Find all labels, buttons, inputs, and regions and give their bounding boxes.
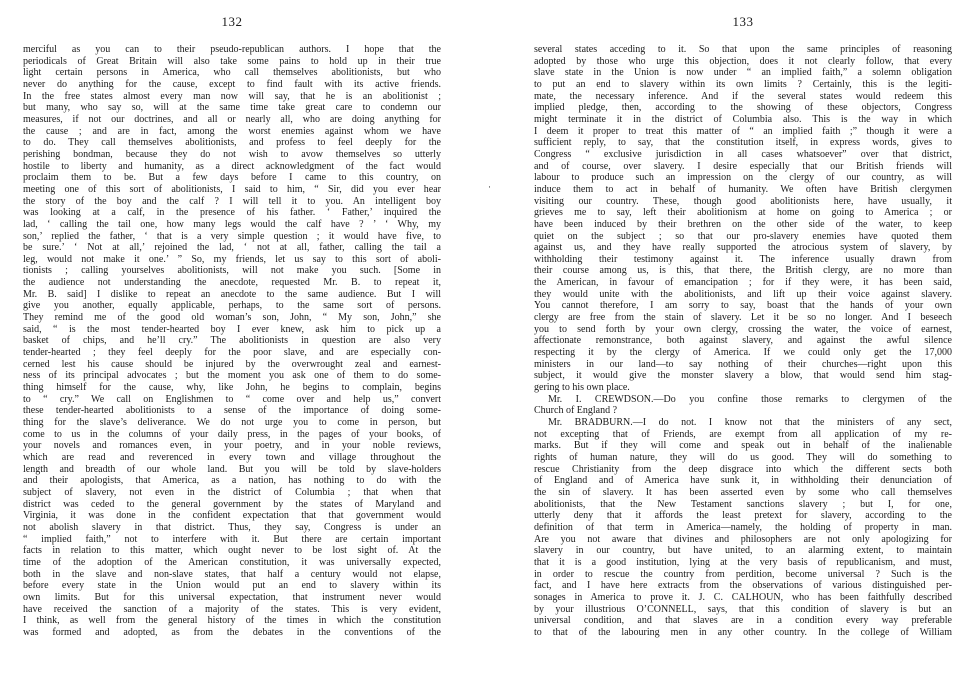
text-line: and their apologists, that America, as a nation, has nothing to do with the	[23, 475, 441, 487]
text-line: tender-hearted ; they feel deeply for the poor slave, and are especially con-	[23, 347, 441, 359]
text-line: was looking at a calf, in the presence of his father. ‘ Father,’ inquired the	[23, 207, 441, 219]
text-line: the audience not understanding the anecdote, requested Mr. B. to repeat it,	[23, 277, 441, 289]
text-line: perishing bondman, because they do not wish to avow themselves so utterly	[23, 148, 441, 160]
text-line: give you another, equally applicable, perhaps, to the same sort of persons.	[23, 300, 441, 312]
gutter-mark: ·	[488, 182, 491, 192]
text-line: to “ cry.” We call on Englishmen to “ come over and help us,” convert	[23, 393, 441, 405]
text-line: the sin of slavery. It has been asserted even by some who call themselves	[534, 486, 952, 498]
text-line: abolitionists, that the New Testament sanctions slavery ; but I, for one,	[534, 498, 952, 510]
text-line: not excepting that of Friends, are exempt from all application of my re-	[534, 428, 952, 440]
text-line: never do anything for the cause, except to find fault with its active friends.	[23, 78, 441, 90]
text-line: rescue Christianity from the deep disgrace into which the different sects both	[534, 463, 952, 475]
text-line: meeting one of this sort of abolitionists, I said to him, “ Sir, did you ever hear	[23, 183, 441, 195]
text-line: to put an end to slavery within its own limits ? Certainly, this is the legiti-	[534, 78, 952, 90]
text-line: they would unite with the abolitionists, and lift up their voice against slavery.	[534, 288, 952, 300]
text-line: come to us in the columns of your daily press, in the pages of your books, of	[23, 428, 441, 440]
text-line: length and breadth of our whole land. But you will be told by slave-holders	[23, 463, 441, 475]
text-line: quiet on the subject ; so that our pro-slavery enemies have quoted them	[534, 230, 952, 242]
text-line: cerned lest his cause should be injured by the overwrought zeal and earnest-	[23, 358, 441, 370]
text-line: measures, if not our doctrines, and all or nearly all, who are doing anything for	[23, 113, 441, 125]
text-line: clergy are free from the stain of slavery. Let it be so no longer. And I beseech	[534, 312, 952, 324]
text-line: They remind me of the good old woman’s son, John, “ My son, John,” she	[23, 312, 441, 324]
text-line: implied pledge, then, according to the showing of these objectors, Congress	[534, 102, 952, 114]
text-line: rights of human nature, they will do us good. They will do something to	[534, 451, 952, 463]
text-line: adopted by those who urge this objection, does it not clearly follow, that every	[534, 55, 952, 67]
text-line: own limits. But for this universal expectation, that instrument never would	[23, 591, 441, 603]
text-line: Church of England ?	[534, 405, 618, 417]
text-line: the cause ; and are in fact, among the worst enemies against whom we have	[23, 125, 441, 137]
text-line: definition of that term in America—namely, the holding of property in man.	[534, 521, 952, 533]
text-line: I deem it proper to treat this matter of “ an implied faith ;” though it were a	[534, 125, 952, 137]
text-line: Congress “ exclusive jurisdiction in all cases whatsoever” over that district,	[534, 148, 952, 160]
text-line: affectionate remonstrance, both against slavery, and against the awful silence	[534, 335, 952, 347]
text-line: leg, would not make it one.’ ” So, my friends, let us say to this sort of aboli-	[23, 253, 441, 265]
left-page	[23, 14, 441, 638]
text-line: not abolish slavery in that district. Thus, they say, Congress is under an	[23, 521, 441, 533]
text-line: Are you not aware that divines and philosophers are not only apologizing for	[534, 533, 952, 545]
text-line: universal condition, and that slaves are in a condition every way preferable	[534, 615, 952, 627]
text-line: might terminate it in the district of Columbia also. This is the way in which	[534, 113, 952, 125]
text-line: by your illustrious O’CONNELL, says, that this condition of slavery is but an	[534, 603, 952, 615]
text-line: merciful as you can to their pseudo-republican authors. I hope that the	[23, 44, 441, 55]
text-line: before every state in the Union would put an end to slavery within its	[23, 580, 441, 592]
text-line: subject of slavery, not even in the district of Columbia ; that when that	[23, 486, 441, 498]
text-line: lad, ‘ calling the tail one, how many legs would the calf have ? ’ ‘ Why, my	[23, 218, 441, 230]
text-line: basket of chips, and he’ll cry.” The abolitionists in question are also very	[23, 335, 441, 347]
text-line: Mr. I. CREWDSON.—Do you confine those remarks to clergymen of the	[548, 393, 952, 405]
text-line: You cannot therefore, I am sorry to say, boast that the hands of your own	[534, 300, 952, 312]
text-line: fact, and I have here extracts from the observations of various distinguished per-	[534, 580, 952, 592]
text-line: their course among us, is this, that there, the British clergy, are no more than	[534, 265, 952, 277]
text-line: against us, and they have really supported the atrocious system of slavery, by	[534, 242, 952, 254]
text-line: marks. But if they will come and speak out in behalf of the inalienable	[534, 440, 952, 452]
text-line: respecting it by the clergy of America. If we could only get the 17,000	[534, 347, 952, 359]
text-line: sufficient reply, to say, that the constitution itself, in express words, gives to	[534, 137, 952, 149]
left-page-body	[23, 44, 441, 638]
text-line: but many, who say so, will at the same time take great care to condemn our	[23, 102, 441, 114]
text-line: proclaim them to be. But a few days before I came to this country, on	[23, 172, 441, 184]
text-line: thing for the slave’s deliverance. We do not urge you to come in person, but	[23, 417, 441, 428]
text-line: slavery in our country, but have united, to an alarming extent, to maintain	[534, 545, 952, 557]
page-number-right: 133	[732, 14, 754, 29]
text-line: the story of the boy and the calf ? I will tell it to you. An intelligent boy	[23, 195, 441, 207]
text-line: Virginia, it was done in the confident expectation that that government would	[23, 510, 441, 522]
text-line: both in the slave and non-slave states, that half a century would not elapse,	[23, 568, 441, 580]
text-line: subject, it would give the monster slavery a blow, that would send him stag-	[534, 370, 952, 382]
text-line: slave state in the Union is now under “ an implied faith,” a solemn obligation	[534, 67, 952, 79]
text-line: to do. They call themselves abolitionists, and profess to feel deeply for the	[23, 137, 441, 149]
text-line: that it is a good institution, lying at the very basis of republicanism, and must,	[534, 556, 952, 568]
text-line: said, “ is the most tender-hearted boy I ever knew, ask him to pick up a	[23, 323, 441, 335]
text-line: district was ceded to the general government by the states of Maryland and	[23, 498, 441, 510]
text-line: grieves me to say, left their abolitionism at home on going to America ; or	[534, 207, 952, 219]
text-line: induce them to act in behalf of humanity. We often have British clergymen	[534, 183, 952, 195]
text-line: the American, in favour of emancipation ; for if they were, it has been said,	[534, 277, 952, 289]
text-line: thing himself for the cause, why, like John, he begins to complain, begins	[23, 382, 441, 394]
text-line: to that of the labouring men in any other country. In the college of William	[534, 626, 952, 638]
text-line: which are read and reverenced in every town and village throughout the	[23, 451, 441, 463]
text-line: in order to rescue the country from perdition, become universal ? Such is the	[534, 568, 952, 580]
text-line: labour to produce such an impression on the clergy of our country, as will	[534, 172, 952, 184]
text-line: these tender-hearted abolitionists to a sense of the importance of doing some-	[23, 405, 441, 417]
text-line: I think, as well from the general history of the times in which the constitution	[23, 615, 441, 627]
text-line: of England and of America have sunk it, in withholding their denunciation of	[534, 475, 952, 487]
text-line: facts in relation to this matter, which ought never to be lost sight of. At the	[23, 545, 441, 557]
text-line: periodicals of Great Britain will also take some pains to hold up in their true	[23, 55, 441, 67]
text-line: you to send forth by your own clergy, crossing the water, the voice of earnest,	[534, 323, 952, 335]
text-line: hostile to liberty and humanity, as a direct acknowledgment of the fact would	[23, 160, 441, 172]
text-line: Mr. B. said] I dislike to repeat an anecdote to the same audience. But I will	[23, 288, 441, 300]
text-line: gering to his own place.	[534, 382, 630, 394]
text-line: withholding their testimony against it. The inference usually drawn from	[534, 253, 952, 265]
text-line: sonages in America to prove it. J. C. CALHOUN, who has been faithfully described	[534, 591, 952, 603]
text-line: tionists ; calling yourselves abolitionists, will not make you such. [Some in	[23, 265, 441, 277]
text-line: have received the sanction of a majority of the states. This is very evident,	[23, 603, 441, 615]
text-line: Mr. BRADBURN.—I do not. I know not that the ministers of any sect,	[548, 417, 952, 428]
text-line: son,’ replied the father, ‘ that is a very simple question ; it would have five, to	[23, 230, 441, 242]
text-line: In the free states almost every man now will say, that he is an abolitionist ;	[23, 90, 441, 102]
text-line: utterly deny that it affords the least pretext for slavery, according to the	[534, 510, 952, 522]
text-line: your novels and romances even, in your poetry, and in your noble reviews,	[23, 440, 441, 452]
text-line: mate, the necessary inference. And if the several states would redeem this	[534, 90, 952, 102]
text-line: time of the adoption of the American constitution, it was universally expected,	[23, 556, 441, 568]
text-line: light certain persons in America, who call themselves abolitionists, but who	[23, 67, 441, 79]
text-line: several states acceding to it. So that upon the same principles of reasoning	[534, 44, 952, 55]
text-line: visiting our country. These, though good abolitionists here, have usually, it	[534, 195, 952, 207]
text-line: be sure.’ ‘ Not at all,’ rejoined the lad, ‘ not at all, father, calling the tail a	[23, 242, 441, 254]
right-page	[534, 14, 952, 638]
text-line: ness of its principal advocates ; but the moment you ask one of them to do some-	[23, 370, 441, 382]
text-line: “ implied faith,” not to interfere with it. But there are certain important	[23, 533, 441, 545]
page-number-left: 132	[221, 14, 243, 29]
text-line: ministers in our land—to say nothing of their churches—right upon this	[534, 358, 952, 370]
text-line: have been induced by their brethren on the other side of the water, to keep	[534, 218, 952, 230]
text-line: and of course, over slavery. I desire especially that our British friends will	[534, 160, 952, 172]
text-line: was formed and adopted, as from the debates in the conventions of the	[23, 626, 441, 638]
right-page-body	[534, 44, 952, 638]
